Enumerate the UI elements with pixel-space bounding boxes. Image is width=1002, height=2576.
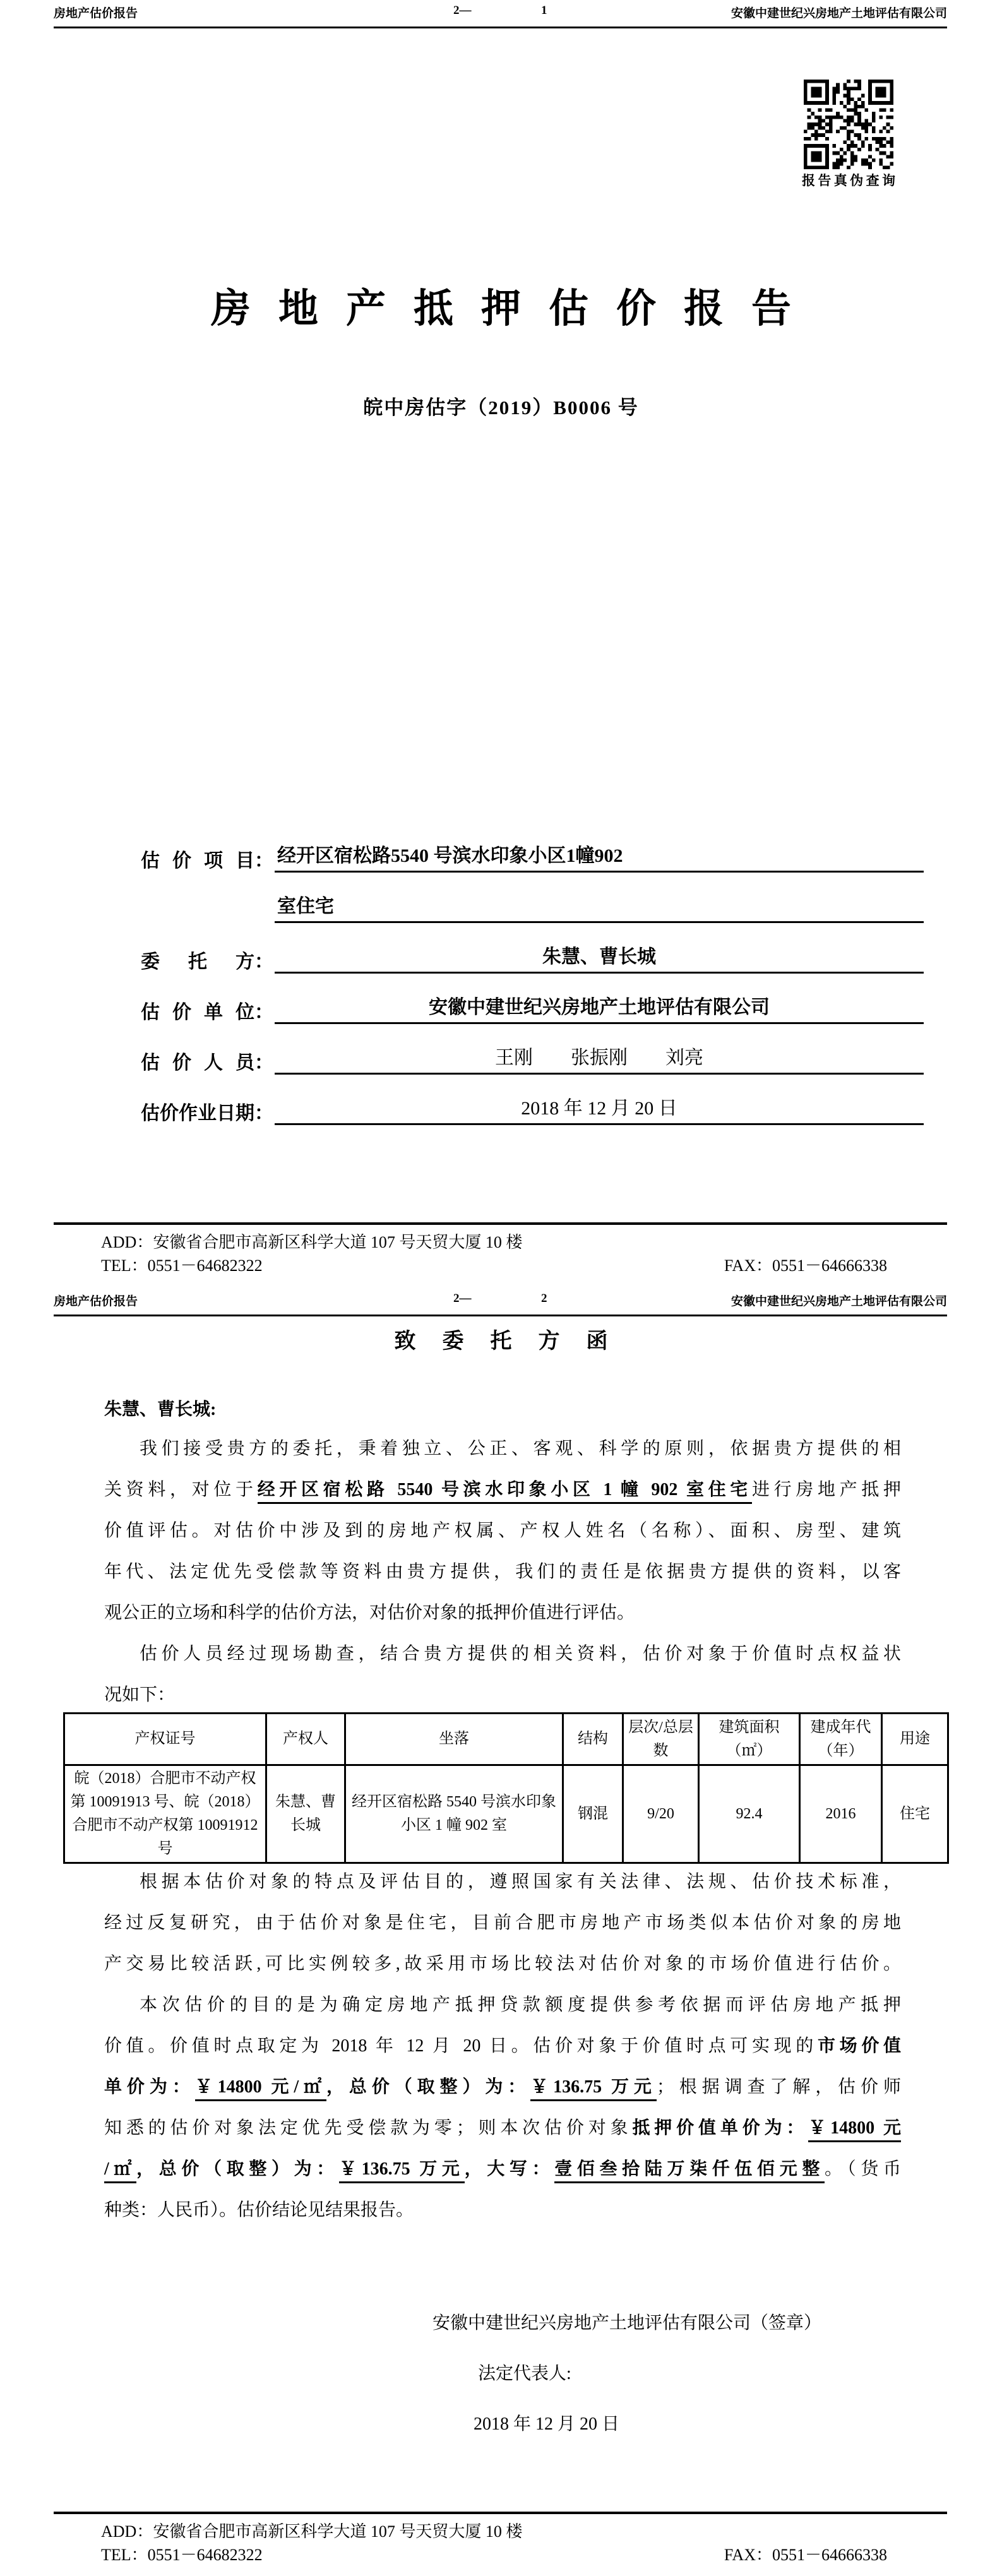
col-area: 建筑面积（㎡） [699,1714,800,1765]
letter-text-segment: 市场价值 [817,2036,901,2056]
field-value-project-line1: 经开区宿松路5540 号滨水印象小区1幢902 [275,840,924,873]
footer-address: ADD：安徽省合肥市高新区科学大道 107 号天贸大厦 10 楼 [101,2522,523,2541]
field-colon: ： [254,1002,273,1023]
signature-block [104,2298,901,2450]
letter-text-segment: 经开区宿松路 5540 号滨水印象小区 1 幢 902 室住宅 [258,1480,752,1504]
letter-line [104,1592,901,1633]
letter-text-segment: 单价为： [104,2077,195,2097]
col-owner: 产权人 [266,1714,345,1765]
letter-text-segment: 壹佰叁拾陆万柒仟伍佰元整 [554,2159,825,2183]
footer-address: ADD：安徽省合肥市高新区科学大道 107 号天贸大厦 10 楼 [101,1233,523,1251]
page2-footer [54,2512,947,2567]
footer-fax: FAX：0551－64666338 [724,1256,887,1275]
field-project-row2 [141,893,924,923]
signature-company: 安徽中建世纪兴房地产土地评估有限公司（签章） [432,2313,822,2333]
field-date-row [141,1095,924,1125]
page1-header [54,4,947,28]
cell-year-built: 2016 [800,1765,882,1863]
report-verification-qr-code [804,80,893,169]
cell-floor: 9/20 [623,1765,699,1863]
footer-telfax [54,1254,947,1278]
letter-line [104,2025,901,2066]
table-row [64,1765,948,1863]
letter-line [104,1633,901,1674]
letter-line [104,1984,901,2025]
letter-text-segment: ￥136.75 万元 [339,2159,465,2183]
footer-tel: TEL：0551－64682322 [101,2546,263,2564]
col-structure: 结构 [563,1714,623,1765]
ownership-table [63,1712,949,1864]
letter-text-segment: 关资料，对位于 [104,1480,258,1500]
field-value-date: 2018 年 12 月 20 日 [275,1092,924,1125]
letter-line [104,2066,901,2108]
letter-line [104,2108,901,2149]
field-colon: ： [254,1052,273,1073]
signature-date: 2018 年 12 月 20 日 [474,2414,620,2434]
field-value-agency: 安徽中建世纪兴房地产土地评估有限公司 [275,991,924,1024]
cell-location: 经开区宿松路 5540 号滨水印象小区 1 幢 902 室 [345,1765,563,1863]
field-client-row [141,943,924,974]
letter-line [104,1674,901,1715]
field-colon: ： [254,951,273,972]
report-number: 皖中房估字（2019）B0006 号 [363,397,639,419]
letter-text-segment: 我们接受贵方的委托，秉着独立、公正、客观、科学的原则，依据贵方提供的相 [140,1439,901,1458]
qr-code-image [804,80,893,169]
signature-legal-rep: 法定代表人: [478,2364,571,2383]
letter-text-segment: ，总价（取整）为： [326,2077,531,2097]
header-company: 安徽中建世纪兴房地产土地评估有限公司 [731,1295,947,1308]
letter-line [104,2149,901,2190]
letter-text-segment: /㎡ [104,2159,136,2183]
field-project-row1 [141,842,924,873]
letter-body-after-table [104,1861,901,2231]
cell-cert-no: 皖（2018）合肥市不动产权第 10091913 号、皖（2018）合肥市不动产权第 10091912 号 [64,1765,266,1863]
col-year-built: 建成年代（年） [800,1714,882,1765]
letter-text-segment: ￥14800 元 [808,2118,901,2142]
letter-text-segment: 经过反复研究，由于估价对象是住宅，目前合肥市房地产市场类似本估价对象的房地 [104,1913,901,1933]
field-label-project: 估价项目 [141,850,254,871]
header-page-number: 1 [541,4,547,17]
field-label-date: 估价作业日期 [141,1103,254,1124]
letter-text-segment: 进行房地产抵押 [751,1480,901,1500]
field-label-agency: 估价单位 [141,1002,254,1023]
letter-text-segment: 本次估价的目的是为确定房地产抵押贷款额度提供参考依据而评估房地产抵押 [140,1995,901,2015]
letter-text-segment: 估价人员经过现场勘查，结合贵方提供的相关资料，估价对象于价值时点权益状 [140,1644,901,1664]
header-page-prefix: 2— [453,1292,472,1305]
letter-text-segment: 价值。价值时点取定为 2018 年 12 月 20 日。估价对象于价值时点可实现的 [104,2036,818,2056]
letter-text-segment: 观公正的立场和科学的估价方法，对估价对象的抵押价值进行评估。 [104,1603,635,1623]
letter-body-before-table [104,1428,901,1715]
cell-use: 住宅 [882,1765,948,1863]
page1-footer [54,1222,947,1278]
letter-text-segment: 根据本估价对象的特点及评估目的，遵照国家有关法律、法规、估价技术标准， [140,1872,901,1892]
letter-text-segment: 知悉的估价对象法定优先受偿款为零；则本次估价对象 [104,2118,633,2138]
table-header-row [64,1714,948,1765]
letter-line [104,1469,901,1510]
footer-telfax [54,2543,947,2567]
letter-title: 致委托方函 [394,1330,635,1353]
footer-fax: FAX：0551－64666338 [724,2546,887,2564]
letter-text-segment: 价值评估。对估价中涉及到的房地产权属、产权人姓名（名称）、面积、房型、建筑 [104,1521,901,1541]
header-doc-type: 房地产估价报告 [54,7,138,20]
report-main-title: 房地产抵押估价报告 [211,287,819,331]
letter-line [104,1943,901,1984]
letter-text-segment: 年代、法定优先受偿款等资料由贵方提供，我们的责任是依据贵方提供的资料，以客 [104,1562,901,1582]
col-cert-no: 产权证号 [64,1714,266,1765]
field-label-client: 委 托 方 [141,951,254,972]
col-location: 坐落 [345,1714,563,1765]
cell-owner: 朱慧、曹长城 [266,1765,345,1863]
letter-line [104,1551,901,1592]
header-page-prefix: 2— [453,4,472,17]
letter-text-segment: 。（货币 [825,2159,901,2179]
letter-line [104,1902,901,1943]
cell-structure: 钢混 [563,1765,623,1863]
qr-caption: 报告真伪查询 [802,173,895,188]
letter-text-segment: ￥14800 元/㎡ [195,2077,326,2101]
letter-text-segment: 况如下： [104,1685,176,1705]
field-value-client: 朱慧、曹长城 [275,941,924,974]
col-use: 用途 [882,1714,948,1765]
letter-text-segment: ，总价（取整）为： [136,2159,339,2179]
page2-header [54,1292,947,1316]
letter-line [104,1861,901,1902]
cell-area: 92.4 [699,1765,800,1863]
letter-text-segment: 抵押价值单价为： [632,2118,809,2138]
header-doc-type: 房地产估价报告 [54,1295,138,1308]
letter-text-segment: ，大写： [464,2159,555,2179]
footer-tel: TEL：0551－64682322 [101,1256,263,1275]
field-value-appraisers: 王刚 张振刚 刘亮 [275,1042,924,1075]
letter-text-segment: 产交易比较活跃,可比实例较多,故采用市场比较法对估价对象的市场价值进行估价。 [104,1954,901,1974]
letter-salutation: 朱慧、曹长城: [104,1400,217,1419]
col-floor: 层次/总层数 [623,1714,699,1765]
field-appraisers-row [141,1044,924,1075]
header-company: 安徽中建世纪兴房地产土地评估有限公司 [731,7,947,20]
letter-line [104,2190,901,2231]
field-value-project-line2: 室住宅 [275,890,924,923]
field-colon: ： [254,850,273,871]
field-agency-row [141,994,924,1024]
letter-text-segment: ；根据调查了解，估价师 [656,2077,901,2097]
letter-text-segment: ￥136.75 万元 [530,2077,657,2101]
field-label-appraisers: 估价人员 [141,1052,254,1073]
header-page-number: 2 [541,1292,547,1305]
letter-line [104,1428,901,1469]
field-colon: ： [254,1103,273,1124]
letter-text-segment: 种类：人民币）。估价结论见结果报告。 [104,2200,414,2220]
letter-line [104,1510,901,1551]
